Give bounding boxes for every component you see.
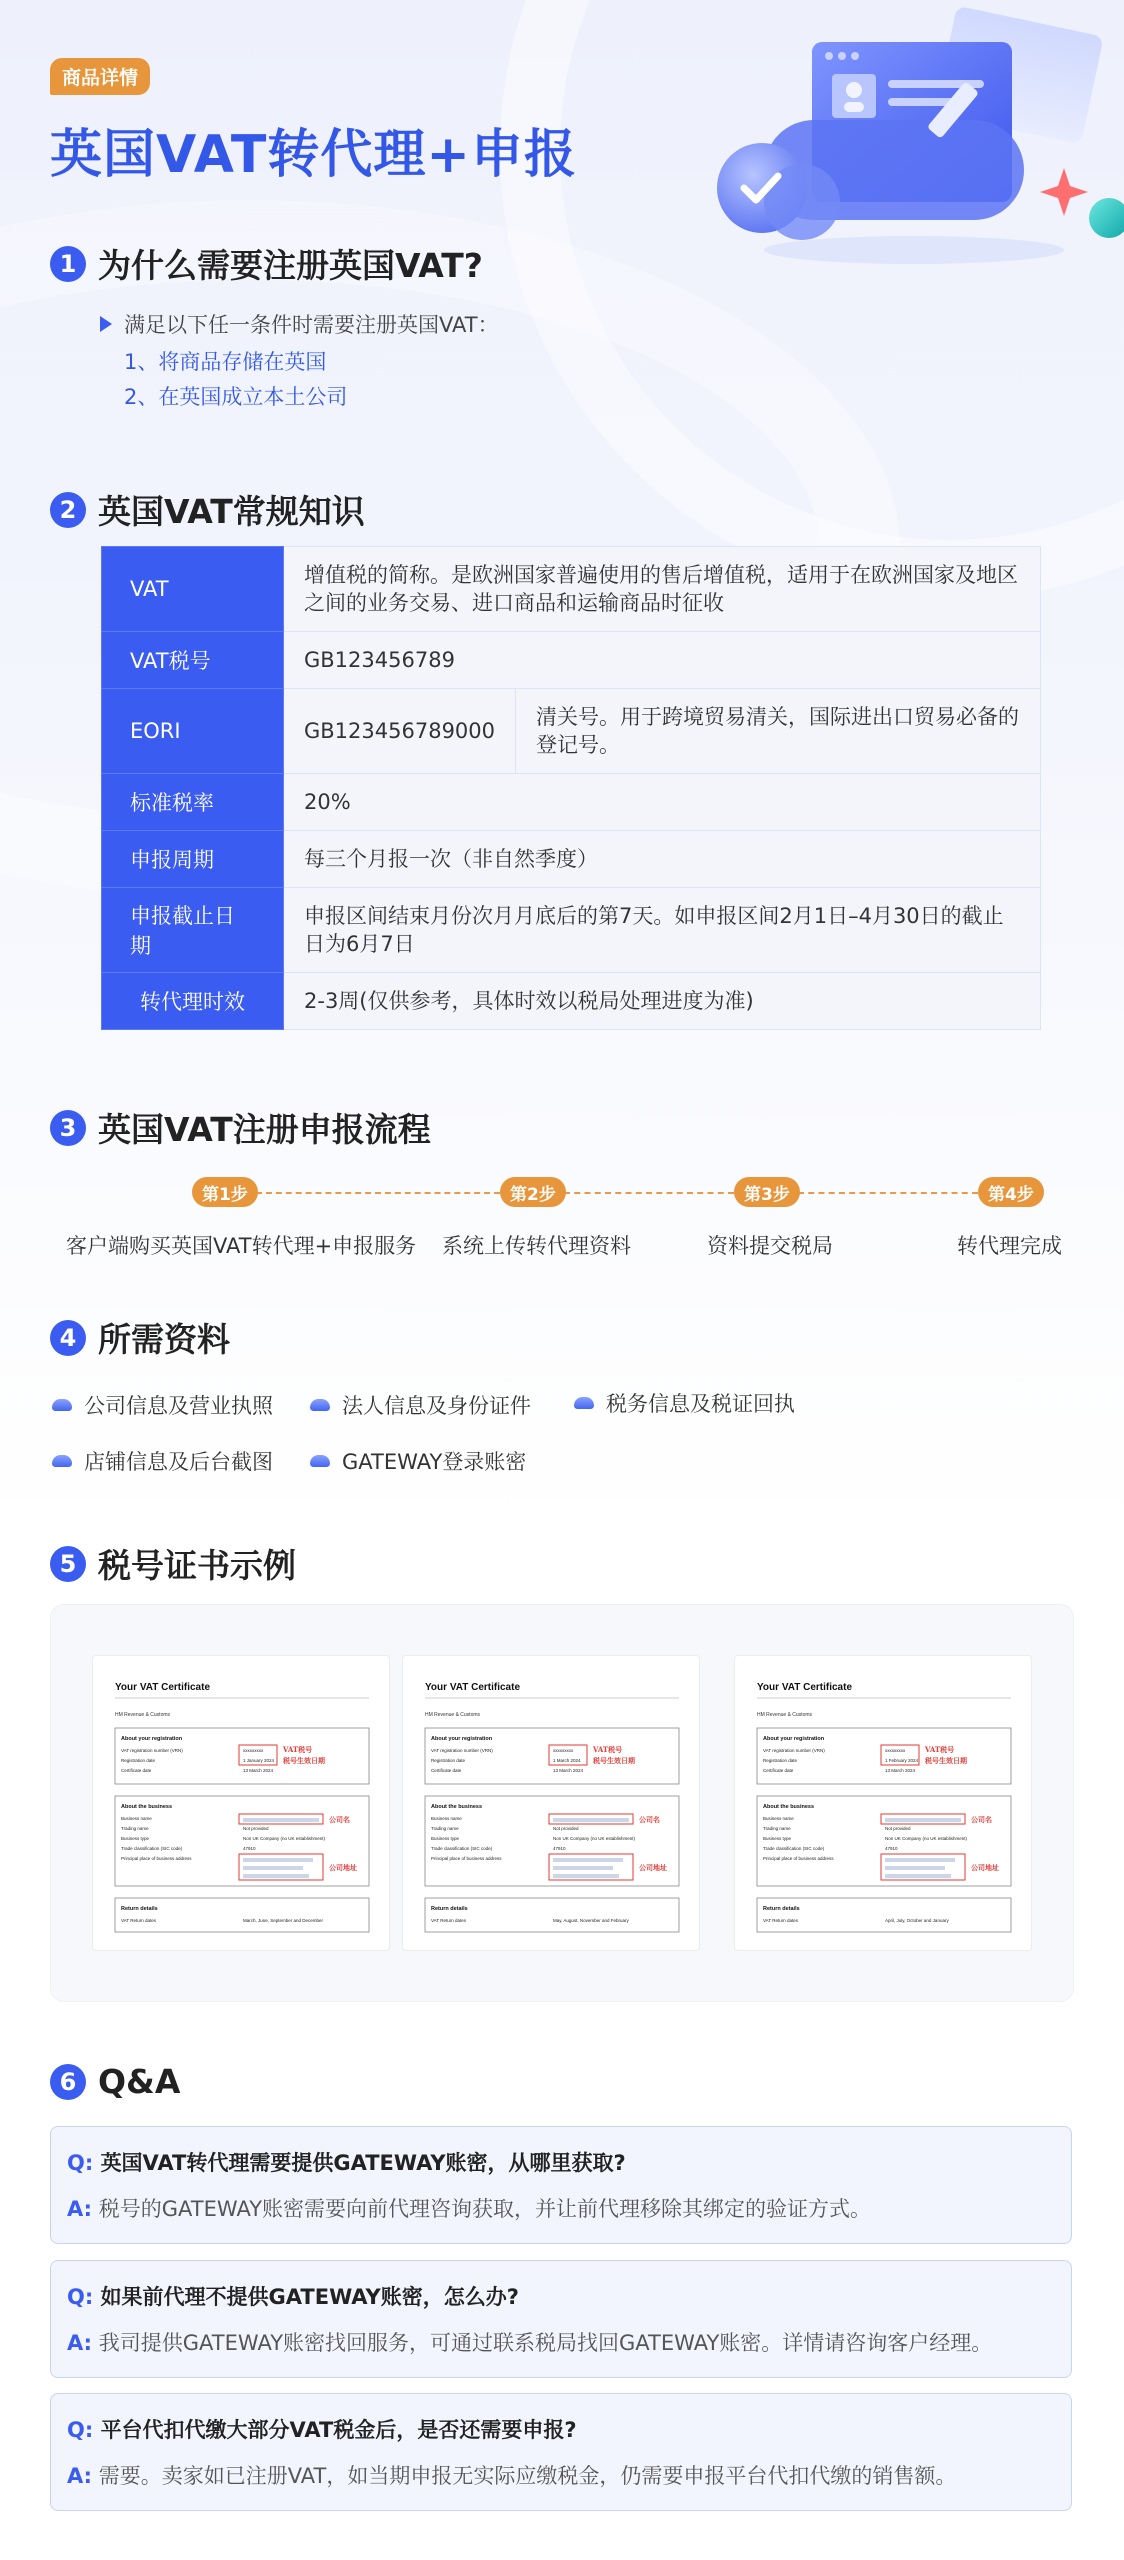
row-value: 每三个月报一次（非自然季度） xyxy=(284,831,1041,888)
cert-field: VAT Return dates xyxy=(763,1918,799,1923)
cert-field: Trade classification (SIC code) xyxy=(121,1846,183,1851)
q-prefix: Q: xyxy=(67,2285,94,2309)
why-lead-text: 满足以下任一条件时需要注册英国VAT： xyxy=(124,313,499,337)
cert-field-value: Not provided xyxy=(243,1826,269,1831)
row-label: 标准税率 xyxy=(102,774,284,831)
cert-annotation: 税号生效日期 xyxy=(593,1756,635,1765)
cloud-icon xyxy=(310,1399,330,1411)
row-label: EORI xyxy=(102,689,284,774)
row-value: 增值税的简称。是欧洲国家普遍使用的售后增值税，适用于在欧洲国家及地区之间的业务交易、进口商品和运输商品时征收 xyxy=(284,547,1041,632)
step-pill: 第2步 xyxy=(500,1177,566,1207)
cert-section: About your registration xyxy=(121,1736,183,1742)
qa-question xyxy=(67,2414,577,2444)
cert-section: Return details xyxy=(121,1906,158,1912)
cert-box xyxy=(115,1898,369,1932)
cloud-icon xyxy=(52,1399,72,1411)
cert-field-value: 47910 xyxy=(885,1846,898,1851)
row-value: GB123456789 xyxy=(284,632,1041,689)
cert-field: VAT registration number (VRN) xyxy=(431,1748,493,1753)
a-prefix: A: xyxy=(67,2464,93,2488)
row-label: 申报周期 xyxy=(102,831,284,888)
certificate-image xyxy=(734,1655,1032,1951)
cert-redacted xyxy=(885,1818,961,1822)
cert-field-value: Non UK Company (no UK establishment) xyxy=(885,1836,968,1841)
cert-annotation: 公司名 xyxy=(329,1815,350,1824)
step-label: 资料提交税局 xyxy=(707,1234,833,1258)
cert-field: VAT Return dates xyxy=(431,1918,467,1923)
cert-field: Business type xyxy=(431,1836,460,1841)
cert-field: Trade classification (SIC code) xyxy=(431,1846,493,1851)
table-row xyxy=(102,831,1041,888)
qa-answer xyxy=(67,2327,992,2357)
cert-annotation: VAT税号 xyxy=(283,1745,313,1754)
cert-section: Return details xyxy=(763,1906,800,1912)
section-title: 为什么需要注册英国VAT? xyxy=(98,246,483,285)
row-label: 转代理时效 xyxy=(102,973,284,1030)
cert-title: Your VAT Certificate xyxy=(115,1682,211,1693)
section-number: 2 xyxy=(50,492,86,528)
qa-card xyxy=(50,2126,1072,2244)
cloud-icon xyxy=(574,1397,594,1409)
row-value: 2-3周(仅供参考，具体时效以税局处理进度为准) xyxy=(284,973,1041,1030)
cert-field: Trading name xyxy=(121,1826,149,1831)
table-row xyxy=(102,888,1041,973)
a-prefix: A: xyxy=(67,2197,93,2221)
section-process-heading xyxy=(50,1104,431,1151)
cert-annotation: 税号生效日期 xyxy=(283,1756,325,1765)
material-item xyxy=(310,1390,531,1420)
section-title: 英国VAT常规知识 xyxy=(98,492,365,531)
cert-field-value: 47910 xyxy=(243,1846,256,1851)
section-number: 5 xyxy=(50,1546,86,1582)
cert-section: Return details xyxy=(431,1906,468,1912)
step-connector xyxy=(564,1192,734,1194)
qa-card xyxy=(50,2393,1072,2511)
cloud-icon xyxy=(52,1455,72,1467)
section-title: Q&A xyxy=(98,2062,181,2101)
cert-field-value: Non UK Company (no UK establishment) xyxy=(243,1836,326,1841)
cert-field-value: Not provided xyxy=(885,1826,911,1831)
table-row xyxy=(102,632,1041,689)
cert-redacted xyxy=(553,1866,613,1870)
cert-section: About your registration xyxy=(431,1736,493,1742)
page-title: 英国VAT转代理+申报 xyxy=(50,125,577,185)
section-certificate-heading xyxy=(50,1540,296,1587)
qa-card xyxy=(50,2260,1072,2378)
row-value: GB123456789000 xyxy=(284,689,516,774)
cert-annotation: 公司地址 xyxy=(329,1863,357,1872)
table-row xyxy=(102,774,1041,831)
cert-section: About the business xyxy=(763,1804,815,1810)
cert-annotation: VAT税号 xyxy=(925,1745,955,1754)
step-pill: 第1步 xyxy=(192,1177,258,1207)
cert-org: HM Revenue & Customs xyxy=(115,1712,171,1718)
material-item xyxy=(52,1390,273,1420)
section-title: 所需资料 xyxy=(98,1320,230,1359)
material-label: 税务信息及税证回执 xyxy=(606,1392,795,1416)
cert-annotation: 公司名 xyxy=(639,1815,660,1824)
certificate-image xyxy=(402,1655,700,1951)
step-label: 转代理完成 xyxy=(957,1234,1062,1258)
qa-answer xyxy=(67,2193,871,2223)
cert-field: Business name xyxy=(431,1816,462,1821)
answer-text: 需要。卖家如已注册VAT，如当期申报无实际应缴税金，仍需要申报平台代扣代缴的销售额。 xyxy=(98,2464,957,2488)
question-text: 平台代扣代缴大部分VAT税金后，是否还需要申报? xyxy=(100,2418,577,2442)
step-pill: 第3步 xyxy=(734,1177,800,1207)
section-number: 1 xyxy=(50,246,86,282)
section-title: 英国VAT注册申报流程 xyxy=(98,1110,431,1149)
cert-field: Certificate date xyxy=(121,1768,152,1773)
cert-section: About your registration xyxy=(763,1736,825,1742)
cert-redacted xyxy=(553,1818,629,1822)
triangle-right-icon xyxy=(100,316,112,332)
cert-field-value: March, June, September and December xyxy=(243,1918,324,1923)
cert-annotation: 公司地址 xyxy=(971,1863,999,1872)
cert-field-value: 1 February 2024 xyxy=(885,1758,919,1763)
section-number: 4 xyxy=(50,1320,86,1356)
why-item: 2、在英国成立本土公司 xyxy=(124,385,348,409)
cert-field: Principal place of business address xyxy=(763,1856,834,1861)
material-item xyxy=(574,1388,795,1418)
section-knowledge-heading xyxy=(50,486,365,533)
cert-redacted xyxy=(243,1858,313,1862)
cert-field-value: 1 January 2024 xyxy=(243,1758,275,1763)
step-label: 客户端购买英国VAT转代理+申报服务 xyxy=(66,1234,417,1258)
cert-title: Your VAT Certificate xyxy=(757,1682,853,1693)
cert-box xyxy=(425,1898,679,1932)
question-text: 如果前代理不提供GATEWAY账密，怎么办? xyxy=(100,2285,519,2309)
cert-redacted xyxy=(243,1874,309,1878)
qa-answer xyxy=(67,2460,956,2490)
cert-annotation: 税号生效日期 xyxy=(925,1756,967,1765)
cert-field: Trade classification (SIC code) xyxy=(763,1846,825,1851)
cert-section: About the business xyxy=(431,1804,483,1810)
certificate-drawing xyxy=(403,1656,701,1952)
cert-field-value: 13 March 2024 xyxy=(243,1768,274,1773)
certificate-drawing xyxy=(735,1656,1033,1952)
cert-field-value: 13 March 2024 xyxy=(553,1768,584,1773)
certificate-image xyxy=(92,1655,390,1951)
cert-field-value: Not provided xyxy=(553,1826,579,1831)
a-prefix: A: xyxy=(67,2331,93,2355)
material-label: GATEWAY登录账密 xyxy=(342,1450,527,1474)
cert-field: Registration date xyxy=(121,1758,156,1763)
cert-annotation: 公司名 xyxy=(971,1815,992,1824)
cert-section: About the business xyxy=(121,1804,173,1810)
cert-field: VAT Return dates xyxy=(121,1918,157,1923)
cert-field: Registration date xyxy=(763,1758,798,1763)
cert-redacted xyxy=(885,1874,951,1878)
section-number: 3 xyxy=(50,1110,86,1146)
cert-annotation: VAT税号 xyxy=(593,1745,623,1754)
material-item xyxy=(310,1446,526,1476)
cert-field: VAT registration number (VRN) xyxy=(763,1748,825,1753)
cert-field-value: April, July, October and January xyxy=(885,1918,949,1923)
vat-knowledge-table xyxy=(101,546,1041,1030)
cert-annotation: 公司地址 xyxy=(639,1863,667,1872)
cert-field: Principal place of business address xyxy=(121,1856,192,1861)
cert-redacted xyxy=(243,1866,303,1870)
q-prefix: Q: xyxy=(67,2418,94,2442)
q-prefix: Q: xyxy=(67,2151,94,2175)
cert-field: Certificate date xyxy=(763,1768,794,1773)
cert-field: Business type xyxy=(121,1836,150,1841)
cert-field: Registration date xyxy=(431,1758,466,1763)
cert-field: Trading name xyxy=(431,1826,459,1831)
step-label: 系统上传转代理资料 xyxy=(442,1234,631,1258)
row-value: 申报区间结束月份次月月底后的第7天。如申报区间2月1日–4月30日的截止日为6月7日 xyxy=(284,888,1041,973)
cert-field-value: 13 March 2024 xyxy=(885,1768,916,1773)
table-row xyxy=(102,547,1041,632)
row-label: 申报截止日期 xyxy=(102,888,284,973)
hero-illustration xyxy=(704,0,1124,270)
cert-redacted xyxy=(885,1858,955,1862)
section-number: 6 xyxy=(50,2064,86,2100)
table-row xyxy=(102,973,1041,1030)
cert-org: HM Revenue & Customs xyxy=(757,1712,813,1718)
cert-field-value: xxxxxxxxx xyxy=(553,1748,574,1753)
section-why-heading xyxy=(50,240,483,287)
cert-org: HM Revenue & Customs xyxy=(425,1712,481,1718)
cert-field: Business type xyxy=(763,1836,792,1841)
cert-field: Principal place of business address xyxy=(431,1856,502,1861)
cert-field-value: 47910 xyxy=(553,1846,566,1851)
table-row xyxy=(102,689,1041,774)
cert-field: Trading name xyxy=(763,1826,791,1831)
cert-field-value: 1 March 2024 xyxy=(553,1758,581,1763)
row-label: VAT xyxy=(102,547,284,632)
cert-field: Business name xyxy=(763,1816,794,1821)
material-label: 公司信息及营业执照 xyxy=(84,1394,273,1418)
certificate-drawing xyxy=(93,1656,391,1952)
row-value: 20% xyxy=(284,774,1041,831)
cert-field: Certificate date xyxy=(431,1768,462,1773)
product-detail-badge: 商品详情 xyxy=(50,58,150,95)
cert-redacted xyxy=(885,1866,945,1870)
cloud-icon xyxy=(310,1455,330,1467)
material-label: 法人信息及身份证件 xyxy=(342,1394,531,1418)
cert-redacted xyxy=(553,1874,619,1878)
material-label: 店铺信息及后台截图 xyxy=(84,1450,273,1474)
question-text: 英国VAT转代理需要提供GATEWAY账密，从哪里获取? xyxy=(100,2151,626,2175)
cert-box xyxy=(757,1898,1011,1932)
cert-title: Your VAT Certificate xyxy=(425,1682,521,1693)
cert-redacted xyxy=(243,1818,319,1822)
cert-field-value: xxxxxxxxx xyxy=(885,1748,906,1753)
section-materials-heading xyxy=(50,1314,230,1361)
cert-field-value: May, August, November and February xyxy=(553,1918,629,1923)
cert-field: VAT registration number (VRN) xyxy=(121,1748,183,1753)
qa-question xyxy=(67,2281,519,2311)
why-item: 1、将商品存储在英国 xyxy=(124,350,327,374)
cert-redacted xyxy=(553,1858,623,1862)
step-connector xyxy=(798,1192,978,1194)
answer-text: 税号的GATEWAY账密需要向前代理咨询获取，并让前代理移除其绑定的验证方式。 xyxy=(98,2197,872,2221)
answer-text: 我司提供GATEWAY账密找回服务，可通过联系税局找回GATEWAY账密。详情请咨询客户经理。 xyxy=(98,2331,993,2355)
step-connector xyxy=(256,1192,500,1194)
section-title: 税号证书示例 xyxy=(98,1546,296,1585)
why-lead xyxy=(100,309,499,339)
cert-field-value: Non UK Company (no UK establishment) xyxy=(553,1836,636,1841)
material-item xyxy=(52,1446,273,1476)
cert-field-value: xxxxxxxxx xyxy=(243,1748,264,1753)
qa-question xyxy=(67,2147,626,2177)
step-pill: 第4步 xyxy=(978,1177,1044,1207)
section-qa-heading xyxy=(50,2062,180,2101)
row-note: 清关号。用于跨境贸易清关，国际进出口贸易必备的登记号。 xyxy=(516,689,1041,774)
row-label: VAT税号 xyxy=(102,632,284,689)
cert-field: Business name xyxy=(121,1816,152,1821)
